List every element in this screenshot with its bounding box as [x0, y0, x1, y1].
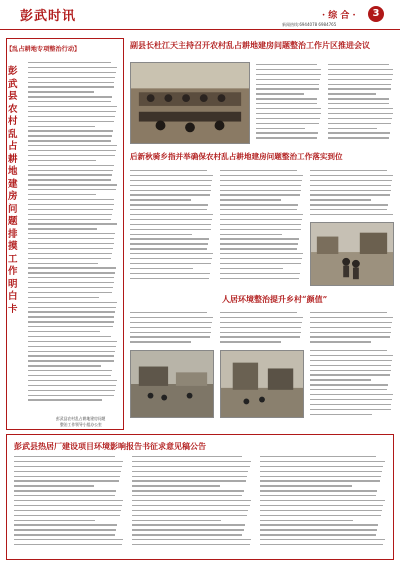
text-line	[132, 510, 248, 511]
text-line	[28, 179, 111, 180]
text-line	[130, 273, 210, 274]
text-line	[256, 84, 319, 85]
text-line	[310, 194, 390, 195]
text-line	[260, 520, 353, 521]
text-line	[28, 140, 111, 141]
village-photo-1-image	[131, 351, 213, 417]
text-line	[14, 524, 117, 525]
text-line	[130, 194, 210, 195]
text-line	[310, 322, 392, 323]
text-line	[220, 214, 303, 215]
text-line	[130, 234, 192, 235]
text-line	[28, 82, 114, 83]
text-line	[14, 520, 95, 521]
text-line	[220, 327, 301, 328]
text-line	[310, 365, 391, 366]
text-line	[328, 108, 393, 109]
text-line	[260, 529, 377, 530]
text-line	[28, 360, 114, 361]
text-line	[28, 311, 115, 312]
text-line	[132, 485, 220, 486]
text-line	[328, 69, 393, 70]
article-3-body-col-1	[130, 312, 214, 344]
text-line	[220, 190, 301, 191]
text-line	[310, 370, 391, 371]
text-line	[260, 490, 377, 491]
text-line	[28, 272, 115, 273]
text-line	[14, 515, 120, 516]
text-line	[28, 170, 113, 171]
text-line	[28, 385, 116, 386]
text-line	[28, 321, 114, 322]
newspaper-logo: 彭武时讯	[20, 9, 77, 24]
text-line	[28, 282, 114, 283]
text-line	[28, 355, 114, 356]
text-line	[328, 128, 377, 129]
text-line	[256, 113, 321, 114]
text-line	[310, 312, 387, 313]
text-line	[220, 229, 301, 230]
text-line	[28, 390, 115, 391]
article-1-photo	[130, 62, 250, 144]
text-line	[220, 336, 300, 337]
text-line	[130, 332, 211, 333]
article-2-photo	[310, 222, 394, 286]
page-number-badge: 3	[368, 6, 384, 22]
text-line	[28, 189, 116, 190]
article-2-body-col-3	[310, 170, 394, 218]
text-line	[256, 128, 305, 129]
text-line	[28, 150, 116, 151]
text-line	[220, 273, 300, 274]
text-line	[28, 336, 111, 337]
text-line	[28, 116, 115, 117]
village-photo-2-image	[221, 351, 303, 417]
text-line	[256, 93, 304, 94]
text-line	[220, 238, 299, 239]
text-line	[28, 395, 114, 396]
text-line	[130, 322, 212, 323]
sidebar-vertical-title: 彭武县农村乱占耕地建房问题排摸工作明白卡	[8, 66, 18, 315]
text-line	[310, 180, 392, 181]
text-line	[28, 248, 113, 249]
text-line	[310, 404, 391, 405]
article-3-photo-1	[130, 350, 214, 418]
text-line	[132, 466, 250, 467]
text-line	[220, 253, 303, 254]
text-line	[220, 204, 298, 205]
text-line	[220, 180, 302, 181]
text-line	[28, 145, 117, 146]
text-line	[28, 160, 96, 161]
text-line	[256, 137, 317, 138]
text-line	[28, 238, 114, 239]
text-line	[28, 287, 113, 288]
text-line	[130, 204, 208, 205]
article-1-title: 副县长杜江天主持召开农村乱占耕地建房问题整治工作片区推进会议	[130, 40, 370, 50]
text-line	[28, 297, 99, 298]
article-3-title: 人居环境整治提升乡村“颜值”	[222, 294, 328, 304]
text-line	[130, 214, 213, 215]
text-line	[310, 389, 387, 390]
text-line	[14, 505, 122, 506]
text-line	[220, 199, 281, 200]
text-line	[220, 278, 299, 279]
text-line	[28, 331, 100, 332]
text-line	[28, 72, 116, 73]
text-line	[28, 62, 111, 63]
text-line	[328, 113, 393, 114]
article-3-body-col-2	[220, 312, 304, 344]
text-line	[28, 121, 114, 122]
text-line	[132, 495, 242, 496]
text-line	[132, 544, 250, 545]
text-line	[28, 101, 111, 102]
text-line	[220, 341, 281, 342]
text-line	[260, 544, 383, 545]
notice-body-col-2	[132, 456, 252, 554]
text-line	[28, 341, 117, 342]
text-line	[328, 118, 392, 119]
text-line	[28, 380, 117, 381]
text-line	[310, 170, 387, 171]
text-line	[130, 180, 212, 181]
text-line	[220, 243, 298, 244]
text-line	[28, 209, 113, 210]
text-line	[132, 480, 246, 481]
text-line	[130, 258, 212, 259]
text-line	[310, 185, 391, 186]
text-line	[310, 394, 393, 395]
text-line	[28, 204, 114, 205]
text-line	[130, 268, 193, 269]
text-line	[28, 86, 114, 87]
text-line	[130, 185, 211, 186]
article-2-body-col-1	[130, 170, 214, 285]
text-line	[310, 199, 371, 200]
text-line	[130, 209, 207, 210]
text-line	[28, 233, 115, 234]
text-line	[14, 490, 116, 491]
text-line	[310, 399, 392, 400]
text-line	[310, 327, 391, 328]
article-2-title: 后新秋骑乡指并举确保农村乱占耕地建房问题整治工作落实到位	[130, 152, 343, 161]
text-line	[28, 155, 115, 156]
text-line	[28, 351, 115, 352]
text-line	[220, 219, 302, 220]
text-line	[328, 98, 389, 99]
text-line	[28, 228, 97, 229]
text-line	[256, 64, 317, 65]
text-line	[310, 384, 388, 385]
text-line	[130, 253, 213, 254]
text-line	[130, 263, 211, 264]
text-line	[132, 500, 251, 501]
text-line	[220, 234, 282, 235]
text-line	[130, 243, 208, 244]
text-line	[310, 379, 371, 380]
text-line	[132, 529, 244, 530]
text-line	[256, 108, 321, 109]
text-line	[130, 219, 212, 220]
text-line	[14, 485, 94, 486]
text-line	[14, 544, 122, 545]
text-line	[220, 332, 301, 333]
text-line	[130, 224, 211, 225]
text-line	[310, 214, 393, 215]
text-line	[256, 103, 317, 104]
text-line	[130, 199, 191, 200]
text-line	[14, 539, 123, 540]
text-line	[328, 88, 391, 89]
text-line	[260, 515, 381, 516]
text-line	[310, 336, 390, 337]
text-line	[260, 480, 380, 481]
text-line	[28, 174, 112, 175]
text-line	[310, 360, 392, 361]
text-line	[260, 500, 385, 501]
text-line	[28, 106, 117, 107]
text-line	[256, 74, 321, 75]
text-line	[28, 292, 112, 293]
text-line	[28, 365, 101, 366]
text-line	[260, 485, 352, 486]
text-line	[28, 199, 114, 200]
text-line	[256, 118, 320, 119]
text-line	[14, 456, 115, 457]
text-line	[220, 322, 302, 323]
text-line	[28, 165, 114, 166]
text-line	[28, 277, 114, 278]
text-line	[132, 461, 251, 462]
text-line	[28, 326, 113, 327]
text-line	[130, 341, 191, 342]
text-line	[132, 490, 244, 491]
text-line	[130, 327, 211, 328]
text-line	[220, 224, 301, 225]
text-line	[256, 132, 318, 133]
text-line	[310, 209, 387, 210]
text-line	[28, 67, 117, 68]
field-photo-image	[311, 223, 393, 285]
text-line	[28, 258, 111, 259]
text-line	[28, 214, 112, 215]
text-line	[28, 399, 102, 400]
text-line	[328, 64, 389, 65]
article-1-body-col-1	[256, 64, 322, 144]
text-line	[328, 137, 389, 138]
notice-body-col-3	[260, 456, 386, 554]
text-line	[220, 248, 297, 249]
text-line	[310, 175, 393, 176]
text-line	[310, 332, 391, 333]
text-line	[328, 123, 391, 124]
text-line	[28, 194, 96, 195]
text-line	[310, 317, 393, 318]
article-3-body-col-4	[310, 350, 394, 420]
text-line	[328, 74, 393, 75]
text-line	[14, 495, 115, 496]
text-line	[14, 529, 116, 530]
text-line	[220, 209, 297, 210]
text-line	[220, 175, 303, 176]
text-line	[220, 268, 283, 269]
text-line	[130, 175, 213, 176]
article-1-body-col-2	[328, 64, 394, 144]
text-line	[260, 510, 382, 511]
text-line	[28, 346, 116, 347]
text-line	[28, 307, 116, 308]
text-line	[260, 524, 378, 525]
text-line	[28, 111, 116, 112]
text-line	[220, 185, 301, 186]
text-line	[14, 510, 121, 511]
text-line	[260, 539, 385, 540]
text-line	[260, 461, 385, 462]
text-line	[28, 263, 98, 264]
text-line	[14, 534, 115, 535]
text-line	[130, 170, 207, 171]
text-line	[130, 317, 213, 318]
notice-title: 彭武县热居厂建设项目环境影响报告书征求意见稿公告	[14, 441, 206, 451]
text-line	[328, 84, 391, 85]
text-line	[310, 341, 371, 342]
sidebar-box-title: 【乱占耕地专项整治行动】	[6, 46, 81, 53]
text-line	[310, 355, 393, 356]
text-line	[328, 132, 390, 133]
text-line	[28, 316, 114, 317]
text-line	[132, 476, 247, 477]
text-line	[220, 263, 301, 264]
text-line	[130, 278, 209, 279]
text-line	[14, 500, 123, 501]
masthead	[0, 0, 400, 30]
date-line: 新闻热线:6944078 6984765	[282, 22, 337, 27]
text-line	[132, 505, 250, 506]
text-line	[310, 414, 372, 415]
text-line	[310, 409, 391, 410]
text-line	[132, 456, 242, 457]
text-line	[260, 534, 376, 535]
text-line	[310, 374, 390, 375]
text-line	[130, 336, 210, 337]
text-line	[14, 466, 122, 467]
text-line	[260, 466, 383, 467]
text-line	[220, 258, 302, 259]
text-line	[28, 223, 117, 224]
text-line	[260, 495, 376, 496]
text-line	[28, 91, 94, 92]
text-line	[256, 69, 321, 70]
text-line	[28, 135, 112, 136]
text-line	[28, 126, 95, 127]
text-line	[220, 194, 300, 195]
text-line	[130, 248, 207, 249]
text-line	[328, 103, 389, 104]
text-line	[28, 96, 112, 97]
text-line	[132, 539, 251, 540]
text-line	[14, 476, 120, 477]
text-line	[220, 312, 297, 313]
text-line	[28, 370, 112, 371]
meeting-photo-image	[131, 63, 249, 143]
text-line	[256, 79, 320, 80]
article-3-body-col-3	[310, 312, 394, 344]
text-line	[28, 77, 115, 78]
text-line	[28, 243, 114, 244]
text-line	[14, 471, 121, 472]
text-line	[220, 317, 303, 318]
text-line	[130, 229, 211, 230]
section-label: · 综 合 ·	[322, 11, 356, 21]
text-line	[328, 79, 392, 80]
text-line	[328, 93, 376, 94]
notice-body-col-1	[14, 456, 124, 554]
text-line	[132, 524, 245, 525]
text-line	[28, 130, 113, 131]
text-line	[130, 190, 211, 191]
text-line	[130, 238, 209, 239]
text-line	[28, 253, 112, 254]
text-line	[310, 190, 391, 191]
text-line	[260, 505, 383, 506]
text-line	[260, 476, 381, 477]
text-line	[256, 88, 319, 89]
sidebar-body-text	[28, 62, 118, 412]
sidebar-footer-line-1: 彭武县农村乱占耕地建房问题	[56, 416, 106, 421]
text-line	[260, 456, 376, 457]
text-line	[132, 471, 248, 472]
text-line	[14, 480, 119, 481]
article-2-body-col-2	[220, 170, 304, 285]
text-line	[28, 302, 117, 303]
text-line	[310, 204, 388, 205]
text-line	[130, 312, 207, 313]
text-line	[28, 375, 111, 376]
text-line	[28, 219, 111, 220]
text-line	[14, 461, 123, 462]
text-line	[132, 515, 247, 516]
text-line	[256, 123, 319, 124]
text-line	[28, 267, 116, 268]
article-3-photo-2	[220, 350, 304, 418]
text-line	[28, 184, 117, 185]
text-line	[256, 98, 317, 99]
text-line	[220, 170, 297, 171]
text-line	[260, 471, 382, 472]
text-line	[310, 350, 387, 351]
sidebar-footer-line-2: 整治工作领导小组办公室	[60, 422, 102, 427]
text-line	[132, 520, 221, 521]
text-line	[132, 534, 242, 535]
